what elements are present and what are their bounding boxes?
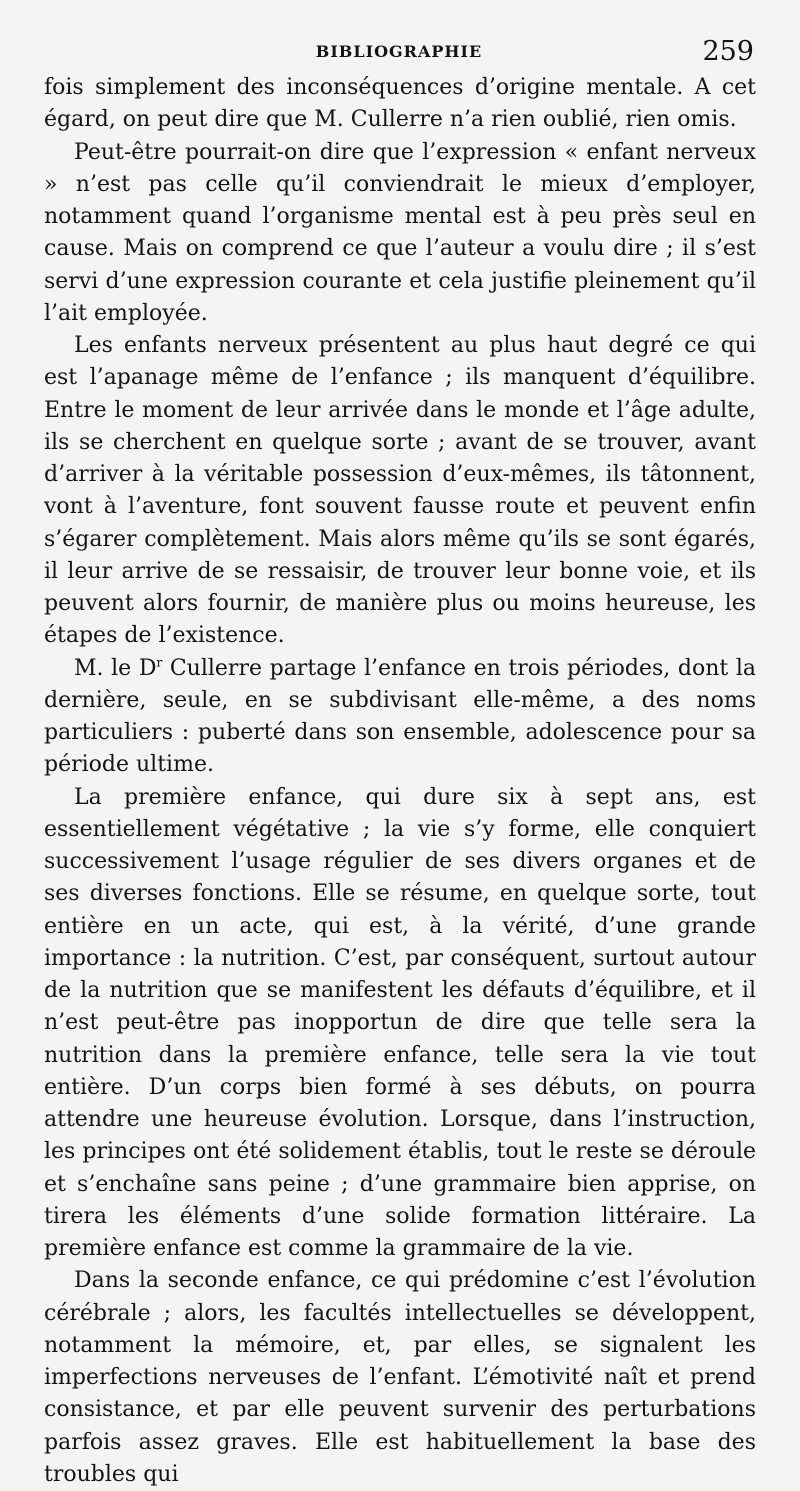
paragraph-2: Peut-être pourrait-on dire que l’expression « enfant nerveux » n’est pas celle qu’il conviendrait le mieux d’employer, notamment quand l’organisme mental est à peu près seul en cause. Mais on comprend ce que l’auteur a voulu dire ; il s’est servi d’une expression courante et cela justifie pleinement qu’il l’ait employée. bbox=[44, 139, 756, 326]
page-number: 259 bbox=[702, 36, 754, 67]
superscript-r: r bbox=[156, 655, 163, 670]
paragraph-3: Les enfants nerveux présentent au plus haut degré ce qui est l’apanage même de l’enfance ; ils manquent d’équilibre. Entre le moment de leur arrivée dans le monde et l’âge adulte, ils se cherchent en quelque sorte ; avant de se trouver, avant d’arriver à la véritable possession d’eux-mêmes, ils tâtonnent, vont à l’aventure, font souvent fausse route et peuvent enfin s’égarer complètement. Mais alors même qu’ils se sont égarés, il leur arrive de se ressaisir, de trouver leur bonne voie, et ils peuvent alors fournir, de manière plus ou moins heureuse, les étapes de l’existence. bbox=[44, 333, 756, 649]
paragraph-5: La première enfance, qui dure six à sept ans, est essentiellement végétative ; la vie s’y forme, elle conquiert successivement l’usage régulier de ses divers organes et de ses diverses fonctions. Elle se résume, en quelque sorte, tout entière en un acte, qui est, à la vérité, d’une grande importance : la nutrition. C’est, par conséquent, surtout autour de la nutrition que se manifestent les défauts d’équilibre, et il n’est peut-être pas inopportun de dire que telle sera la nutrition dans la première enfance, telle sera la vie tout entière. D’un corps bien formé à ses débuts, on pourra attendre une heureuse évolution. Lorsque, dans l’instruction, les principes ont été solidement établis, tout le reste se déroule et s’enchaîne sans peine ; d’une grammaire bien apprise, on tirera les éléments d’une solide formation littéraire. La première enfance est comme la grammaire de la vie. bbox=[44, 784, 756, 1261]
running-head bbox=[44, 34, 754, 70]
running-title: BIBLIOGRAPHIE bbox=[315, 42, 483, 61]
body-text bbox=[44, 72, 756, 1491]
paragraph-1: fois simplement des inconséquences d’origine mentale. A cet égard, on peut dire que M. Cullerre n’a rien oublié, rien omis. bbox=[44, 75, 756, 133]
paragraph-6: Dans la seconde enfance, ce qui prédomine c’est l’évolution cérébrale ; alors, les facultés intellectuelles se développent, notamment la mémoire, et, par elles, se signalent les imperfections nerveuses de l’enfant. L’émotivité naît et prend consistance, et par elle peuvent survenir des perturbations parfois assez graves. Elle est habituellement la base des troubles qui bbox=[44, 1268, 756, 1487]
paragraph-4 bbox=[44, 653, 756, 782]
paragraph-4-start: M. le D bbox=[74, 655, 157, 681]
paragraph-4-rest: Cullerre partage l’enfance en trois périodes, dont la dernière, seule, en se subdivisant elle-même, a des noms particuliers : puberté dans son ensemble, adolescence pour sa période ultime. bbox=[44, 655, 757, 778]
